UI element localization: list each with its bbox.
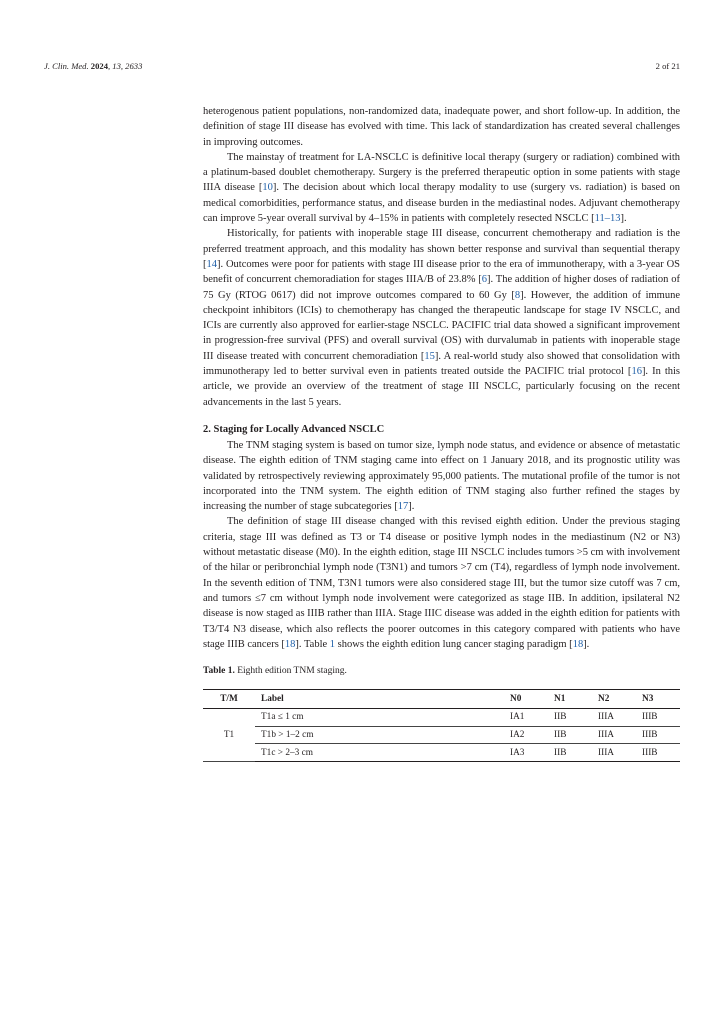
p3-text-e: ]. A real-world study also showed that consolidation with immunotherapy led to better survival even in patients treated outside the PACIFIC trial protocol [: [203, 350, 680, 378]
citation-link[interactable]: 11–13: [594, 213, 621, 225]
cell-n2: IIIA: [592, 726, 636, 744]
table-caption-text: Eighth edition TNM staging.: [234, 666, 347, 677]
citation-link[interactable]: 17: [397, 501, 409, 513]
p2-text-c: ].: [620, 213, 627, 225]
p3-text-f: ]. In this article, we provide an overview of the treatment of stage III NSCLC, particularly focusing on the recent advancements in the last 5 years.: [203, 366, 680, 408]
column-header-n0: N0: [504, 690, 548, 709]
citation-link[interactable]: 15: [424, 350, 435, 362]
row-label: T1b > 1–2 cm: [255, 726, 504, 744]
cell-n2: IIIA: [592, 744, 636, 762]
journal-citation: [44, 61, 142, 71]
column-header-n3: N3: [636, 690, 680, 709]
p2-text-a: The mainstay of treatment for LA-NSCLC is definitive local therapy (surgery or radiation) combined with a platinum-based doublet chemotherapy. Surgery is the preferred therapeutic option in some patients with stage IIIA disease [: [203, 151, 680, 194]
journal-name: J. Clin. Med.: [44, 61, 89, 71]
citation-link[interactable]: 10: [262, 182, 273, 194]
section2-paragraph-2: [203, 514, 680, 652]
table-caption-label: Table 1.: [203, 666, 235, 677]
citation-link[interactable]: 18: [284, 638, 296, 650]
page-indicator: 2 of 21: [655, 61, 680, 71]
section2-paragraph-1: [203, 438, 680, 514]
paragraph-3: [203, 226, 680, 410]
s2p2-text-c: shows the eighth edition lung cancer staging paradigm [: [335, 638, 573, 650]
p3-text-d: ]. However, the addition of immune checkpoint inhibitors (ICIs) to chemotherapy has changed the therapeutic landscape for stage IV NSCLC, and ICIs are currently also approved for earlier-stage NSCLC. PACIFIC trial data showed a significant improvement in progression-free survival (PFS) and overall survival (OS) with durvalumab in patients with inoperable stage III disease treated with concurrent chemoradiation [: [203, 289, 680, 362]
table-row: [203, 726, 680, 744]
s2p2-text-b: ]. Table: [295, 638, 330, 650]
row-label: T1a ≤ 1 cm: [255, 709, 504, 727]
p3-text-b: ]. Outcomes were poor for patients with stage III disease prior to the era of immunotherapy, with a 3-year OS benefit of concurrent chemoradiation for stages IIIA/B of 23.8% [: [203, 258, 680, 286]
table-row: [203, 709, 680, 727]
s2p1-text-a: The TNM staging system is based on tumor size, lymph node status, and evidence or absence of metastatic disease. The eighth edition of TNM staging came into effect on 1 January 2018, and its prognostic utility was validated by retrospectively reviewing approximately 95,000 patients. The mutational profile of the tumor is not incorporated into the TNM system. The eighth edition of TNM staging also further refined the stages by increasing the number of stage subcategories [: [203, 439, 680, 513]
table-caption: [203, 664, 680, 678]
citation-link[interactable]: 16: [631, 366, 642, 378]
s2p1-text-b: ].: [408, 501, 415, 513]
cell-n1: IIB: [548, 744, 592, 762]
running-header: [44, 61, 680, 71]
tnm-staging-table: [203, 689, 680, 762]
cell-n0: IA3: [504, 744, 548, 762]
row-label: T1c > 2–3 cm: [255, 744, 504, 762]
s2p2-text-a: The definition of stage III disease changed with this revised eighth edition. Under the previous staging criteria, stage III was defined as T3 or T4 disease or positive lymph nodes in the mediastinum (N2 or N3) without metastatic disease (M0). In the eighth edition, stage III NSCLC includes tumors >5 cm with involvement of the hilar or peribronchial lymph node (T3N1) and tumors >7 cm (T4), regardless of lymph node involvement. In the seventh edition of TNM, T3N1 tumors were also considered stage III, but the tumor size cutoff was 7 cm, and tumors ≤7 cm without lymph node involvement were categorized as stage IIB. In addition, ipsilateral N2 disease is now staged as IIIB rather than IIIA. Stage IIIC disease was added in the eighth edition for patients with T3/T4 N3 disease, which also reflects the poorer outcomes in this category compared with patients who have stage IIIB cancers [: [203, 516, 680, 650]
citation-link[interactable]: 14: [206, 258, 217, 270]
table-row: [203, 744, 680, 762]
column-header-label: Label: [255, 690, 504, 709]
tm-group-cell: T1: [203, 709, 255, 762]
cell-n3: IIIB: [636, 726, 680, 744]
citation-link[interactable]: 8: [514, 289, 521, 301]
p2-text-b: ]. The decision about which local therapy modality to use (surgery vs. radiation) is based on medical comorbidities, performance status, and disease burden in the mediastinal nodes. Adjuvant chemotherapy can improve 5-year overall survival by 4–15% in patients with completely resected NSCLC [: [203, 182, 681, 225]
cell-n2: IIIA: [592, 709, 636, 727]
section-heading: 2. Staging for Locally Advanced NSCLC: [203, 423, 385, 435]
table-header-row: [203, 690, 680, 709]
p3-text-a: Historically, for patients with inoperable stage III disease, concurrent chemotherapy and radiation is the preferred treatment approach, and this modality has shown better response and survival than sequential therapy [: [203, 228, 680, 270]
cell-n3: IIIB: [636, 744, 680, 762]
paragraph-1: heterogenous patient populations, non-randomized data, inadequate power, and short follow-up. In addition, the definition of stage III disease has evolved with time. This lack of standardization has created several challenges in improving outcomes.: [203, 106, 680, 148]
column-header-tm: T/M: [203, 690, 255, 709]
cell-n0: IA2: [504, 726, 548, 744]
table-link[interactable]: 1: [329, 638, 336, 650]
s2p2-text-d: ].: [583, 638, 590, 650]
journal-year: 2024: [90, 61, 108, 71]
main-content: [203, 104, 680, 762]
paragraph-2: [203, 150, 680, 226]
citation-link[interactable]: 6: [481, 274, 488, 286]
cell-n1: IIB: [548, 726, 592, 744]
p3-text-c: ]. The addition of higher doses of radiation of 75 Gy (RTOG 0617) did not improve outcomes compared to 60 Gy [: [203, 274, 681, 301]
citation-link[interactable]: 18: [572, 638, 584, 650]
cell-n0: IA1: [504, 709, 548, 727]
column-header-n1: N1: [548, 690, 592, 709]
cell-n3: IIIB: [636, 709, 680, 727]
column-header-n2: N2: [592, 690, 636, 709]
cell-n1: IIB: [548, 709, 592, 727]
journal-volume-pages: , 13, 2633: [107, 61, 143, 71]
